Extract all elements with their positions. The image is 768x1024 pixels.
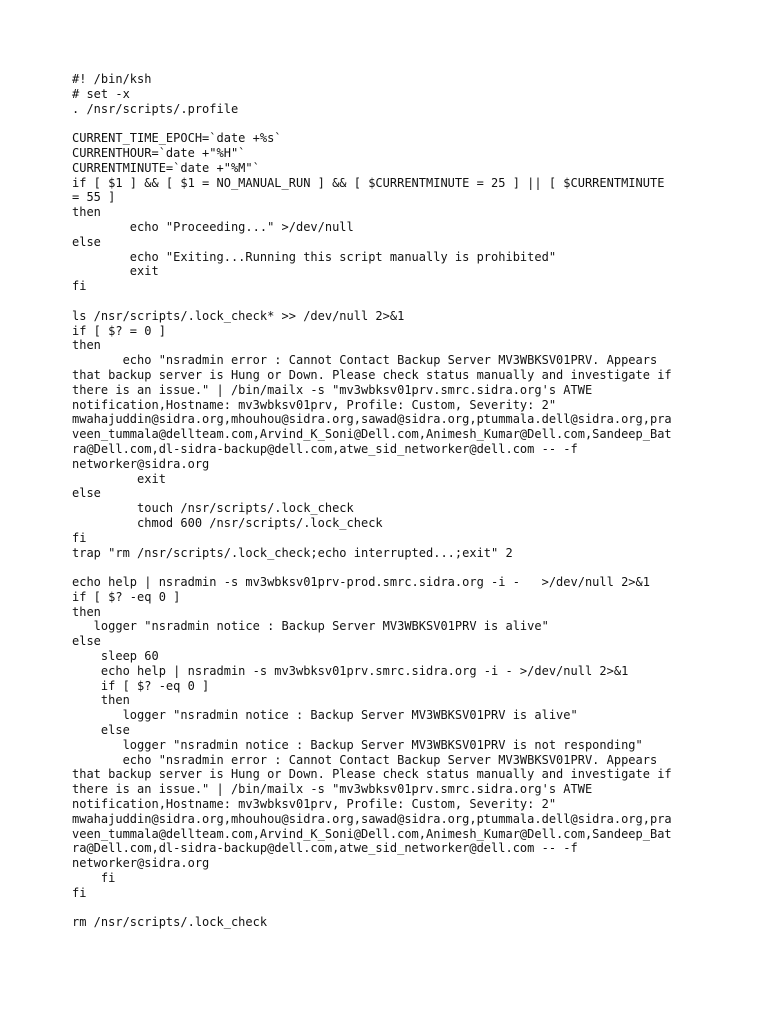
code-line: echo "nsradmin error : Cannot Contact Backup Server MV3WBKSV01PRV. Appears — [72, 353, 658, 368]
code-line: trap "rm /nsr/scripts/.lock_check;echo interrupted...;exit" 2 — [72, 545, 513, 560]
code-line: there is an issue." | /bin/mailx -s "mv3wbksv01prv.smrc.sidra.org's ATWE — [72, 782, 593, 797]
code-line: CURRENT_TIME_EPOCH=`date +%s` — [72, 131, 282, 146]
code-line: networker@sidra.org — [72, 856, 210, 871]
code-line: if [ $? -eq 0 ] — [72, 589, 181, 604]
code-line: veen_tummala@dellteam.com,Arvind_K_Soni@Dell.com,Animesh_Kumar@Dell.com,Sandeep_Bat — [72, 427, 672, 442]
code-line: mwahajuddin@sidra.org,mhouhou@sidra.org,sawad@sidra.org,ptummala.dell@sidra.org,pra — [72, 412, 672, 427]
code-line: then — [72, 205, 101, 220]
code-line: chmod 600 /nsr/scripts/.lock_check — [72, 515, 383, 530]
code-line: exit — [72, 471, 166, 486]
code-line: CURRENTHOUR=`date +"%H"` — [72, 145, 246, 160]
code-line: echo help | nsradmin -s mv3wbksv01prv.smrc.sidra.org -i - >/dev/null 2>&1 — [72, 663, 629, 678]
code-line: touch /nsr/scripts/.lock_check — [72, 501, 354, 516]
code-line: echo help | nsradmin -s mv3wbksv01prv-prod.smrc.sidra.org -i - >/dev/null 2>&1 — [72, 575, 650, 590]
code-line: # set -x — [72, 86, 130, 101]
code-line: that backup server is Hung or Down. Please check status manually and investigate if — [72, 767, 672, 782]
blank-line — [72, 294, 712, 309]
code-line: fi — [72, 885, 87, 900]
code-line: fi — [72, 530, 87, 545]
code-line: veen_tummala@dellteam.com,Arvind_K_Soni@Dell.com,Animesh_Kumar@Dell.com,Sandeep_Bat — [72, 826, 672, 841]
code-line: CURRENTMINUTE=`date +"%M"` — [72, 160, 260, 175]
code-line: that backup server is Hung or Down. Please check status manually and investigate if — [72, 367, 672, 382]
blank-line — [72, 560, 712, 575]
code-line: sleep 60 — [72, 649, 159, 664]
code-line: mwahajuddin@sidra.org,mhouhou@sidra.org,sawad@sidra.org,ptummala.dell@sidra.org,pra — [72, 811, 672, 826]
code-line: ra@Dell.com,dl-sidra-backup@dell.com,atwe_sid_networker@dell.com -- -f — [72, 841, 578, 856]
blank-line — [72, 901, 712, 916]
code-line: fi — [72, 279, 87, 294]
code-line: fi — [72, 871, 116, 886]
code-line: else — [72, 234, 101, 249]
code-line: networker@sidra.org — [72, 456, 210, 471]
code-line: else — [72, 634, 101, 649]
code-line: logger "nsradmin notice : Backup Server MV3WBKSV01PRV is alive" — [72, 619, 549, 634]
blank-line — [72, 116, 712, 131]
code-line: there is an issue." | /bin/mailx -s "mv3wbksv01prv.smrc.sidra.org's ATWE — [72, 382, 593, 397]
code-line: echo "Proceeding..." >/dev/null — [72, 219, 354, 234]
code-line: echo "nsradmin error : Cannot Contact Backup Server MV3WBKSV01PRV. Appears — [72, 752, 658, 767]
code-line: else — [72, 486, 101, 501]
code-line: else — [72, 723, 130, 738]
code-line: . /nsr/scripts/.profile — [72, 101, 239, 116]
code-line: if [ $1 ] && [ $1 = NO_MANUAL_RUN ] && [ $CURRENTMINUTE = 25 ] || [ $CURRENTMINUTE — [72, 175, 665, 190]
code-line: exit — [72, 264, 159, 279]
code-line: notification,Hostname: mv3wbksv01prv, Profile: Custom, Severity: 2" — [72, 397, 557, 412]
code-line: = 55 ] — [72, 190, 116, 205]
code-line: if [ $? -eq 0 ] — [72, 678, 210, 693]
code-line: then — [72, 693, 130, 708]
code-line: ls /nsr/scripts/.lock_check* >> /dev/null 2>&1 — [72, 308, 405, 323]
code-line: then — [72, 604, 101, 619]
code-line: notification,Hostname: mv3wbksv01prv, Profile: Custom, Severity: 2" — [72, 797, 557, 812]
code-line: logger "nsradmin notice : Backup Server MV3WBKSV01PRV is alive" — [72, 708, 578, 723]
script-listing — [72, 72, 712, 930]
code-line: echo "Exiting...Running this script manually is prohibited" — [72, 249, 557, 264]
code-line: if [ $? = 0 ] — [72, 323, 166, 338]
code-line: then — [72, 338, 101, 353]
code-line: #! /bin/ksh — [72, 72, 152, 86]
code-line: ra@Dell.com,dl-sidra-backup@dell.com,atwe_sid_networker@dell.com -- -f — [72, 441, 578, 456]
code-line: logger "nsradmin notice : Backup Server MV3WBKSV01PRV is not responding" — [72, 737, 643, 752]
code-line: rm /nsr/scripts/.lock_check — [72, 915, 268, 930]
